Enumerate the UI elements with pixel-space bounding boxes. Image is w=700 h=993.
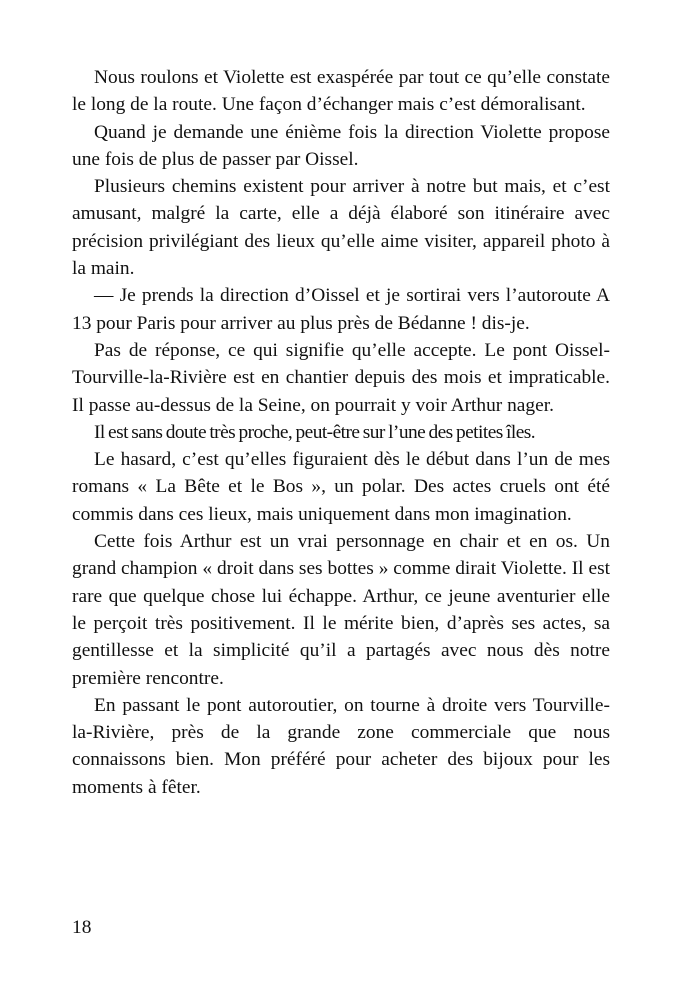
paragraph-7: Le hasard, c’est qu’elles figuraient dès le début dans l’un de mes romans « La Bête et le Bos », un polar. Des actes cruels ont été commis dans ces lieux, mais uniquement dans mon imagination. [72, 449, 610, 525]
paragraph-4-dialogue: — Je prends la direction d’Oissel et je sortirai vers l’autoroute A 13 pour Paris pour arriver au plus près de Bédanne ! dis-je. [72, 285, 610, 334]
paragraph-3: Plusieurs chemins existent pour arriver à notre but mais, et c’est amusant, malgré la carte, elle a déjà élaboré son itinéraire avec précision privilégiant des lieux qu’elle aime visiter, appareil photo à la main. [72, 176, 610, 280]
paragraph-6: Il est sans doute très proche, peut-être sur l’une des petites îles. [94, 421, 536, 443]
paragraph-5: Pas de réponse, ce qui signifie qu’elle accepte. Le pont Oissel-Tourville-la-Rivière est en chantier depuis des mois et impraticable. Il passe au-dessus de la Seine, on pourrait y voir Arthur nager. [72, 339, 610, 416]
paragraph-1: Nous roulons et Violette est exaspérée par tout ce qu’elle constate le long de la route. Une façon d’échanger mais c’est démoralisant. [72, 67, 610, 116]
paragraph-2: Quand je demande une énième fois la direction Violette propose une fois de plus de passer par Oissel. [72, 121, 610, 170]
page-body [72, 64, 610, 801]
paragraph-8: Cette fois Arthur est un vrai personnage en chair et en os. Un grand champion « droit dans ses bottes » comme dirait Violette. Il est rare que quelque chose lui échappe. Arthur, ce jeune aventurier elle le perçoit très positivement. Il le mérite bien, d’après ses actes, sa gentillesse et la simplicité qu’il a partagés avec nous dès notre première rencontre. [72, 531, 610, 689]
paragraph-9: En passant le pont autoroutier, on tourne à droite vers Tourville-la-Rivière, près de la grande zone commerciale que nous connaissons bien. Mon préféré pour acheter des bijoux pour les moments à fêter. [72, 694, 610, 798]
page-number: 18 [72, 917, 92, 938]
